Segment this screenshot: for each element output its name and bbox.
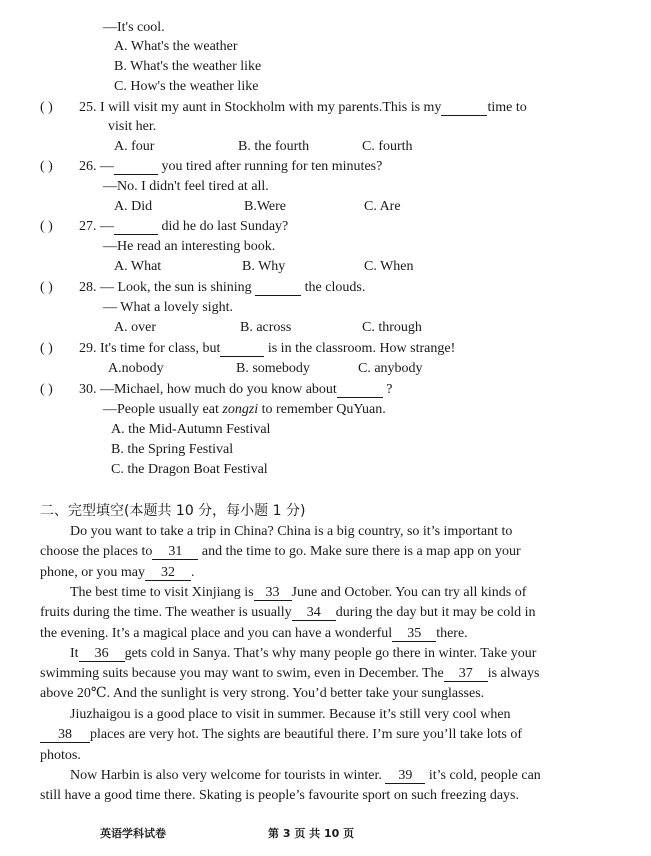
q26-option-a: A. Did xyxy=(114,199,153,214)
footer-subject: 英语学科试卷 xyxy=(100,827,166,840)
q28-option-c: C. through xyxy=(362,320,422,335)
passage-text: swimming suits because you may want to swim, even in December. The xyxy=(40,666,444,681)
q27-option-c: C. When xyxy=(364,259,414,274)
q30-option-b: B. the Spring Festival xyxy=(111,442,234,457)
q29-text-a: It's time for class, but xyxy=(100,341,221,356)
blank-38[interactable]: 38 xyxy=(40,728,90,743)
q30-answer xyxy=(103,401,386,419)
q30-option-a: A. the Mid-Autumn Festival xyxy=(111,422,271,437)
blank-33[interactable]: 33 xyxy=(254,586,292,601)
passage-text: . xyxy=(190,565,195,580)
passage-p5-line2: still have a good time there. Skating is people’s favourite sport on such freezing days. xyxy=(40,788,519,803)
q28-number: 28. xyxy=(79,280,97,295)
q29-number: 29. xyxy=(79,341,97,356)
passage-p2-line2 xyxy=(40,604,536,622)
blank-35[interactable]: 35 xyxy=(392,627,436,642)
passage-p2-line3 xyxy=(40,625,468,643)
passage-p4-line2 xyxy=(40,726,522,744)
q27-option-a: A. What xyxy=(114,259,162,274)
passage-p4-line1: Jiuzhaigou is a good place to visit in summer. Because it’s still very cool when xyxy=(70,707,511,722)
q25-number: 25. xyxy=(79,100,97,115)
q30-answer-italic: zongzi xyxy=(222,402,259,417)
q26-blank[interactable] xyxy=(114,160,158,175)
q26-number: 26. xyxy=(79,159,97,174)
q24-option-a: A. What's the weather xyxy=(114,39,238,54)
q30-blank[interactable] xyxy=(337,383,383,398)
q28-blank[interactable] xyxy=(255,281,301,296)
q27-number: 27. xyxy=(79,219,97,234)
passage-p1-line2 xyxy=(40,543,521,561)
passage-p1-line1: Do you want to take a trip in China? China is a big country, so it’s important to xyxy=(70,524,513,539)
passage-p4-line3: photos. xyxy=(40,748,81,763)
q25-option-b: B. the fourth xyxy=(238,139,310,154)
q29-option-b: B. somebody xyxy=(236,361,310,376)
passage-text: fruits during the time. The weather is usually xyxy=(40,605,292,620)
q26-answer: —No. I didn't feel tired at all. xyxy=(103,179,269,194)
q30-text-a: —Michael, how much do you know about xyxy=(100,382,337,397)
passage-text: June and October. You can try all kinds of xyxy=(291,585,527,600)
q27-option-b: B. Why xyxy=(242,259,286,274)
q25-text-a: I will visit my aunt in Stockholm with my parents.This is my xyxy=(100,100,442,115)
q28-answer: — What a lovely sight. xyxy=(103,300,233,315)
passage-text: it’s cold, people can xyxy=(425,768,541,783)
passage-p1-line3 xyxy=(40,564,194,582)
q28-stem xyxy=(79,279,365,297)
q26-option-b: B.Were xyxy=(244,199,287,214)
q30-answer-part-a: —People usually eat xyxy=(103,402,223,417)
q26-text: you tired after running for ten minutes? xyxy=(161,159,383,174)
q27-stem xyxy=(79,218,288,236)
q29-answer-paren[interactable]: ( ) xyxy=(40,341,53,356)
blank-36[interactable]: 36 xyxy=(79,647,125,662)
q25-option-a: A. four xyxy=(114,139,155,154)
passage-text: and the time to go. Make sure there is a map app on your xyxy=(201,544,521,559)
passage-text: the evening. It’s a magical place and you can have a wonderful xyxy=(40,626,393,641)
q24-answer: —It's cool. xyxy=(103,20,165,35)
passage-p3-line2 xyxy=(40,665,539,683)
q26-dash: — xyxy=(100,159,114,174)
q25-text-c: visit her. xyxy=(108,119,157,134)
passage-text: It xyxy=(70,646,79,661)
q27-blank[interactable] xyxy=(114,220,158,235)
q30-stem xyxy=(79,381,393,399)
q29-option-c: C. anybody xyxy=(358,361,423,376)
passage-text: choose the places to xyxy=(40,544,153,559)
passage-text: phone, or you may xyxy=(40,565,145,580)
q25-blank[interactable] xyxy=(441,101,487,116)
q26-option-c: C. Are xyxy=(364,199,401,214)
passage-text: is always xyxy=(487,666,540,681)
blank-31[interactable]: 31 xyxy=(152,545,198,560)
q24-option-b: B. What's the weather like xyxy=(114,59,262,74)
q28-text-b: the clouds. xyxy=(304,280,366,295)
q25-stem xyxy=(79,99,527,117)
q26-stem xyxy=(79,158,382,176)
passage-p3-line1 xyxy=(70,645,536,663)
passage-text: places are very hot. The sights are beautiful there. I’m sure you’ll take lots of xyxy=(90,727,523,742)
passage-text: The best time to visit Xinjiang is xyxy=(70,585,254,600)
q24-option-c: C. How's the weather like xyxy=(114,79,259,94)
q25-option-c: C. fourth xyxy=(362,139,413,154)
q26-answer-paren[interactable]: ( ) xyxy=(40,159,53,174)
q30-number: 30. xyxy=(79,382,97,397)
q27-answer: —He read an interesting book. xyxy=(103,239,276,254)
q28-answer-paren[interactable]: ( ) xyxy=(40,280,53,295)
passage-p3-line3: above 20℃. And the sunlight is very strong. You’d better take your sunglasses. xyxy=(40,686,485,701)
q30-answer-paren[interactable]: ( ) xyxy=(40,382,53,397)
q27-answer-paren[interactable]: ( ) xyxy=(40,219,53,234)
q28-option-a: A. over xyxy=(114,320,156,335)
passage-p5-line1 xyxy=(70,767,541,785)
q29-text-b: is in the classroom. How strange! xyxy=(267,341,456,356)
passage-text: Now Harbin is also very welcome for tourists in winter. xyxy=(70,768,386,783)
footer-page-number: 第 3 页 共 10 页 xyxy=(268,827,355,840)
q30-text-b: ? xyxy=(386,382,393,397)
passage-text: during the day but it may be cold in xyxy=(335,605,536,620)
passage-p2-line1 xyxy=(70,584,526,602)
q29-option-a: A.nobody xyxy=(108,361,164,376)
q28-text-a: — Look, the sun is shining xyxy=(100,280,252,295)
q30-option-c: C. the Dragon Boat Festival xyxy=(111,462,268,477)
q25-text-b: time to xyxy=(487,100,527,115)
q29-stem xyxy=(79,340,455,358)
blank-34[interactable]: 34 xyxy=(292,606,336,621)
passage-text: gets cold in Sanya. That’s why many people go there in winter. Take your xyxy=(124,646,537,661)
section-two-heading: 二、完型填空(本题共 10 分，每小题 1 分) xyxy=(40,503,306,519)
q29-blank[interactable] xyxy=(220,342,264,357)
passage-text: there. xyxy=(436,626,468,641)
q27-dash: — xyxy=(100,219,114,234)
q27-text: did he do last Sunday? xyxy=(161,219,289,234)
blank-39[interactable]: 39 xyxy=(385,769,425,784)
q25-answer-paren[interactable]: ( ) xyxy=(40,100,53,115)
blank-37[interactable]: 37 xyxy=(444,667,488,682)
q28-option-b: B. across xyxy=(240,320,292,335)
blank-32[interactable]: 32 xyxy=(145,566,191,581)
q30-answer-part-b: to remember QuYuan. xyxy=(258,402,386,417)
